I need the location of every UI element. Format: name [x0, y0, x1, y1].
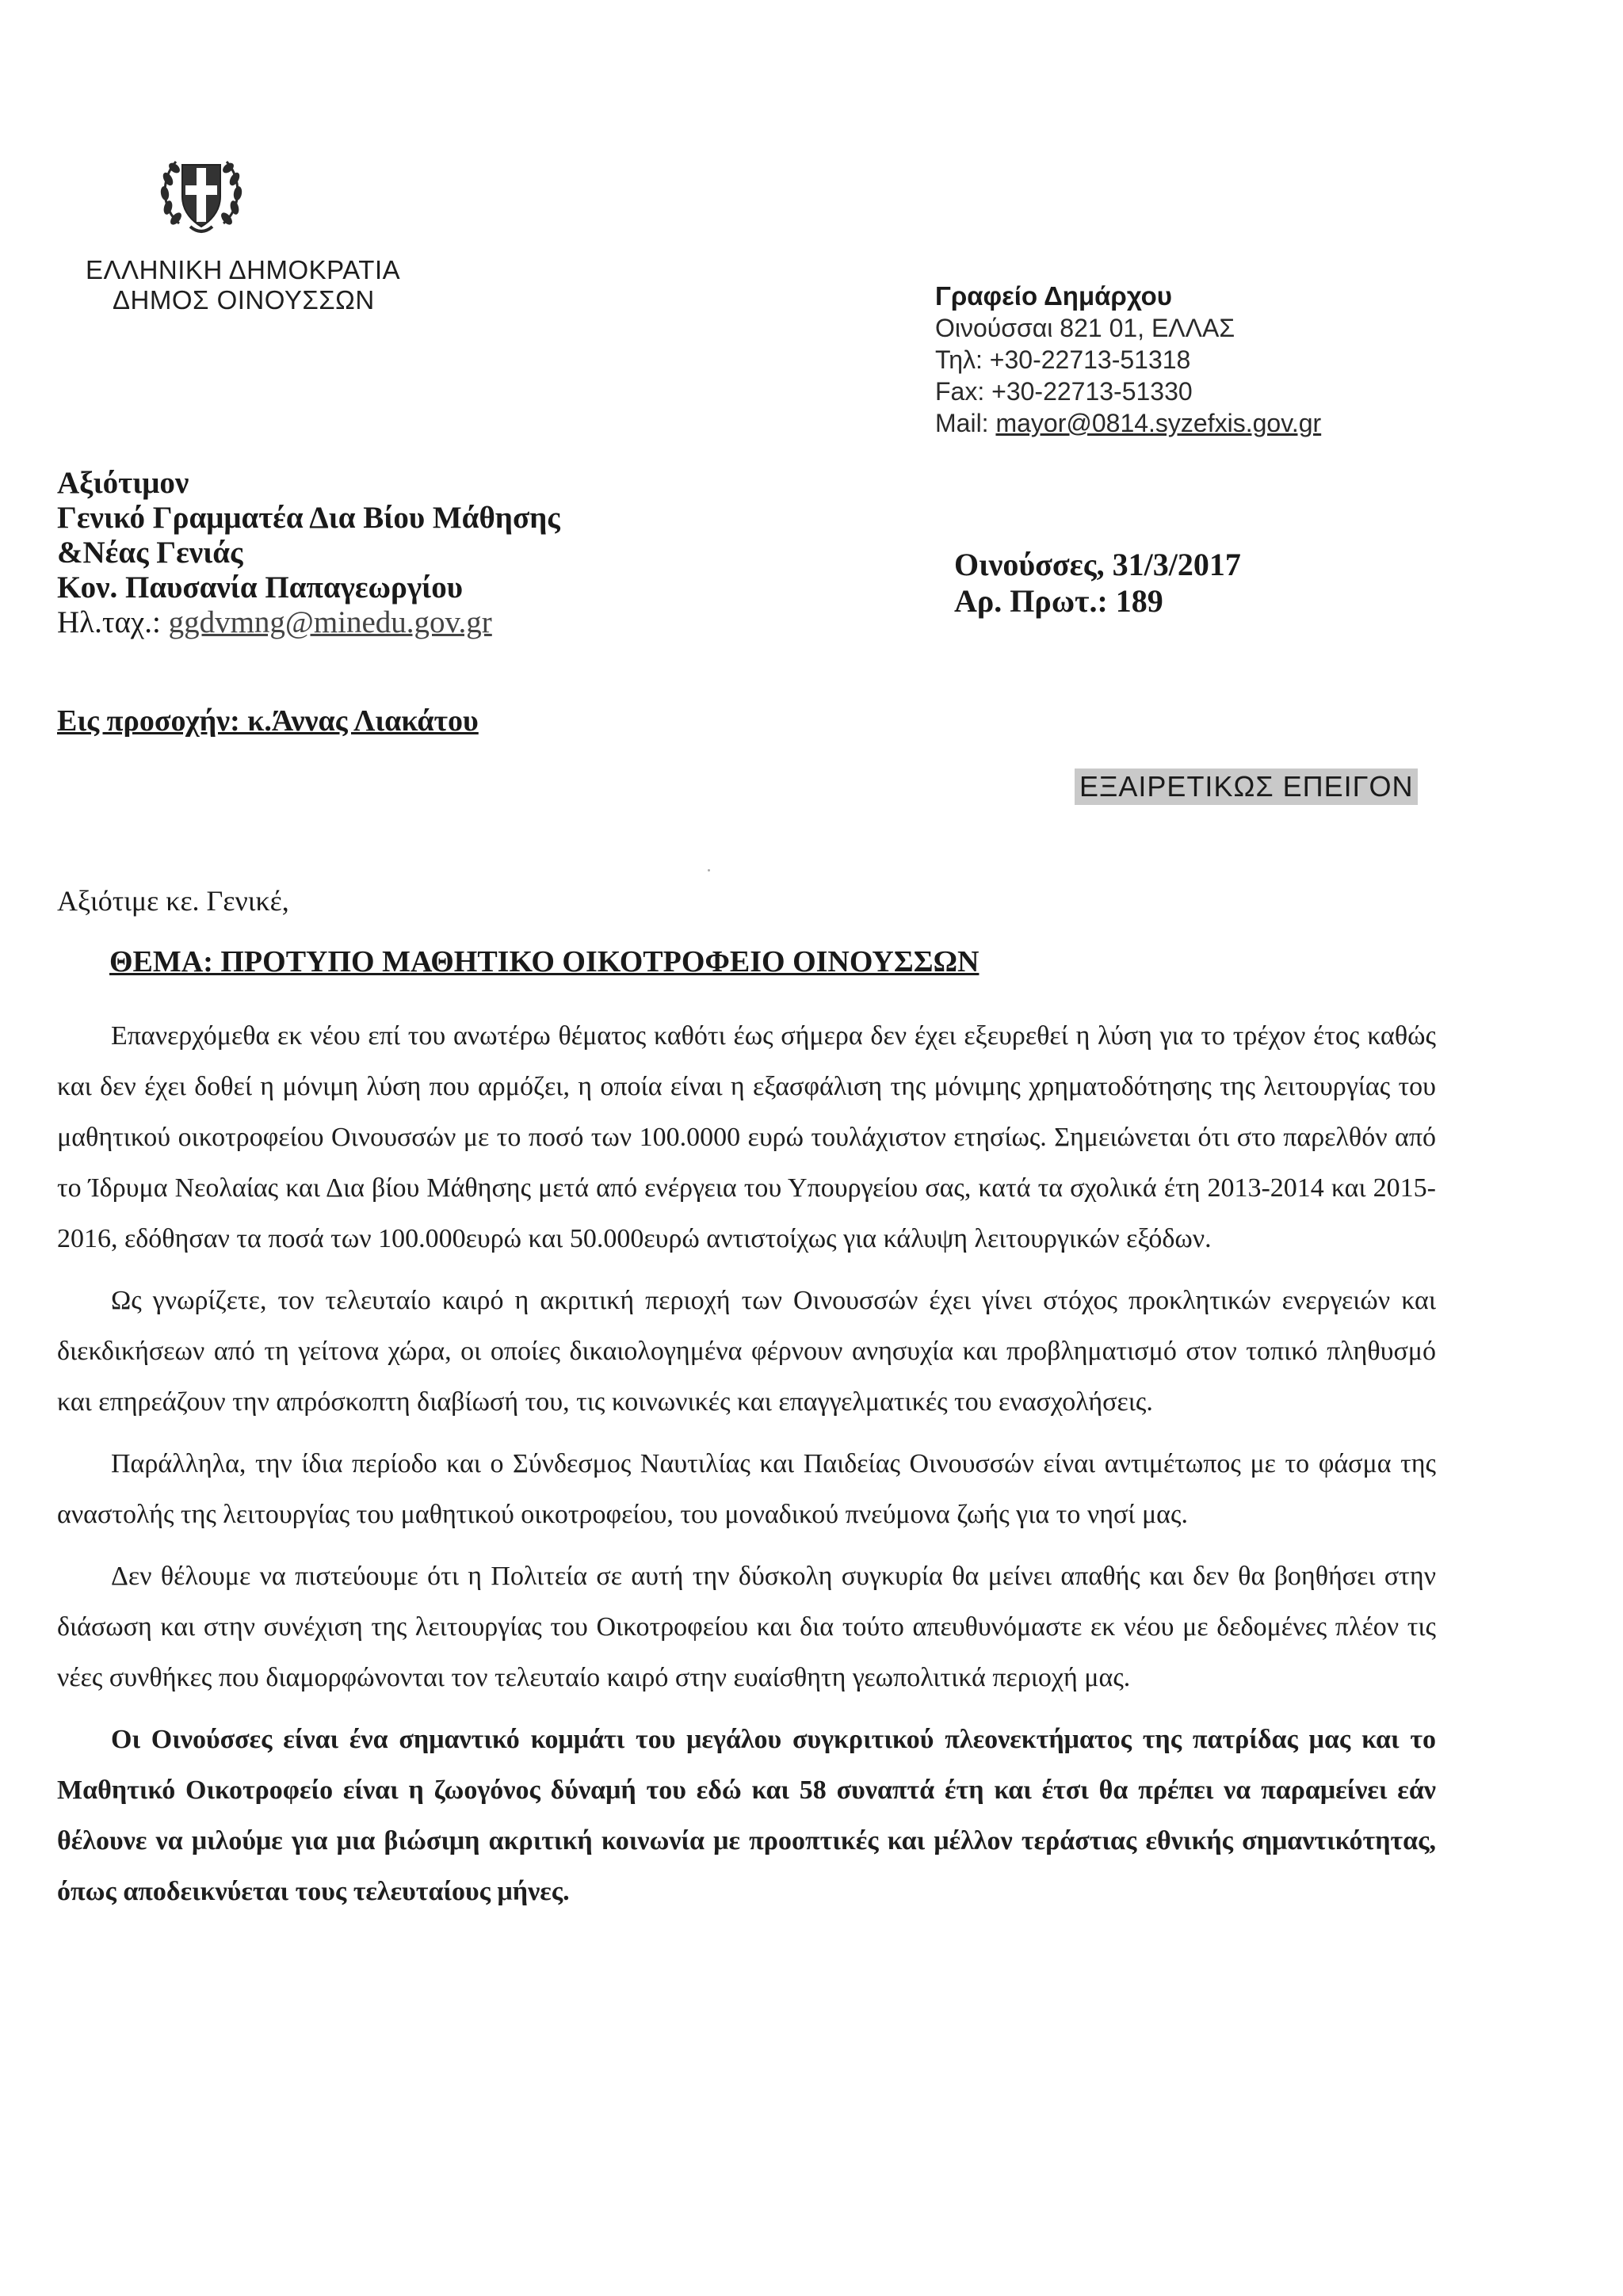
body-paragraph: Ως γνωρίζετε, τον τελευταίο καιρό η ακριτική περιοχή των Οινουσσών έχει γίνει στόχος προκλητικών ενεργειών και διεκδικήσεων από τη γείτονα χώρα, οι οποίες δικαιολογημένα φέρνουν ανησυχία και προβληματισμό στον τοπικό πληθυσμό και επηρεάζουν την απρόσκοπτη διαβίωσή του, τις κοινωνικές και επαγγελματικές του ενασχολήσεις.	[57, 1286, 1436, 1417]
body-paragraph: Επανερχόμεθα εκ νέου επί του ανωτέρω θέματος καθότι έως σήμερα δεν έχει εξευρεθεί η λύση για το τρέχον έτος καθώς και δεν έχει δοθεί η μόνιμη λύση που αρμόζει, η οποία είναι η εξασφάλιση της μόνιμης χρηματοδότησης της λειτουργίας του μαθητικού οικοτροφείου Οινουσσών με το ποσό των 100.0000 ευρώ τουλάχιστον ετησίως. Σημειώνεται ότι στο παρελθόν από το Ίδρυμα Νεολαίας και Δια βίου Μάθησης μετά από ενέργεια του Υπουργείου σας, κατά τα σχολικά έτη 2013-2014 και 2015-2016, εδόθησαν τα ποσά των 100.000ευρώ και 50.000ευρώ αντιστοίχως για κάλυψη λειτουργικών εξόδων.	[57, 1021, 1436, 1253]
recipient-email-label: Ηλ.ταχ.:	[57, 605, 169, 639]
office-address: Οινούσσαι 821 01, ΕΛΛΑΣ	[935, 314, 1235, 342]
dateline-block	[954, 547, 1241, 620]
greek-coat-of-arms-icon	[155, 147, 247, 239]
recipient-block	[57, 466, 560, 640]
attention-line: Εις προσοχήν: κ.Άννας Λιακάτου	[57, 704, 479, 738]
recipient-honorific: Αξιότιμον	[57, 466, 189, 500]
issuer-municipality: ΔΗΜΟΣ ΟΙΝΟΥΣΣΩΝ	[113, 285, 375, 315]
office-mail-label: Mail:	[935, 409, 996, 437]
office-title: Γραφείο Δημάρχου	[935, 281, 1173, 311]
office-phone: Τηλ: +30-22713-51318	[935, 345, 1191, 374]
recipient-email-link[interactable]: ggdvmng@minedu.gov.gr	[168, 605, 492, 639]
recipient-email	[57, 605, 560, 640]
office-contact-block	[935, 280, 1321, 439]
office-mail-link[interactable]: mayor@0814.syzefxis.gov.gr	[995, 409, 1322, 437]
recipient-position-line1: Γενικό Γραμματέα Δια Βίου Μάθησης	[57, 501, 560, 535]
salutation: Αξιότιμε κε. Γενικέ,	[57, 885, 289, 917]
letter-body	[57, 1011, 1436, 1928]
recipient-name: Κον. Παυσανία Παπαγεωργίου	[57, 570, 463, 605]
recipient-position-line2: &Νέας Γενιάς	[57, 536, 243, 570]
urgency-badge: ΕΞΑΙΡΕΤΙΚΩΣ ΕΠΕΙΓΟΝ	[1075, 769, 1418, 805]
closing-paragraph: Οι Οινούσσες είναι ένα σημαντικό κομμάτι του μεγάλου συγκριτικού πλεονεκτήματος της πατρίδας μας και το Μαθητικό Οικοτροφείο είναι η ζωογόνος δύναμή του εδώ και 58 συναπτά έτη και έτσι θα πρέπει να παραμείνει εάν θέλουνε να μιλούμε για μια βιώσιμη ακριτική κοινωνία με προοπτικές και μέλλον τεράστιας εθνικής σημαντικότητας, όπως αποδεικνύεται τους τελευταίους μήνες.	[57, 1725, 1436, 1906]
place-date: Οινούσσες, 31/3/2017	[954, 547, 1241, 582]
issuer-country: ΕΛΛΗΝΙΚΗ ΔΗΜΟΚΡΑΤΙΑ	[86, 255, 401, 284]
protocol-number: Αρ. Πρωτ.: 189	[954, 583, 1163, 619]
subject-line: ΘΕΜΑ: ΠΡΟΤΥΠΟ ΜΑΘΗΤΙΚΟ ΟΙΚΟΤΡΟΦΕΙΟ ΟΙΝΟΥΣΣΩΝ	[109, 945, 980, 978]
body-paragraph: Παράλληλα, την ίδια περίοδο και ο Σύνδεσμος Ναυτιλίας και Παιδείας Οινουσσών είναι αντιμέτωπος με το φάσμα της αναστολής της λειτουργίας του μαθητικού οικοτροφείου, του μοναδικού πνεύμονα ζωής για το νησί μας.	[57, 1449, 1436, 1529]
body-paragraph: Δεν θέλουμε να πιστεύουμε ότι η Πολιτεία σε αυτή την δύσκολη συγκυρία θα μείνει απαθής και δεν θα βοηθήσει στην διάσωση και στην συνέχιση της λειτουργίας του Οικοτροφείου και δια τούτο απευθυνόμαστε εκ νέου με δεδομένες πλέον τις νέες συνθήκες που διαμορφώνονται τον τελευταίο καιρό στην ευαίσθητη γεωπολιτικά περιοχή μας.	[57, 1562, 1436, 1692]
scan-speck	[708, 869, 710, 871]
office-mail	[935, 407, 1321, 439]
office-fax: Fax: +30-22713-51330	[935, 377, 1193, 406]
